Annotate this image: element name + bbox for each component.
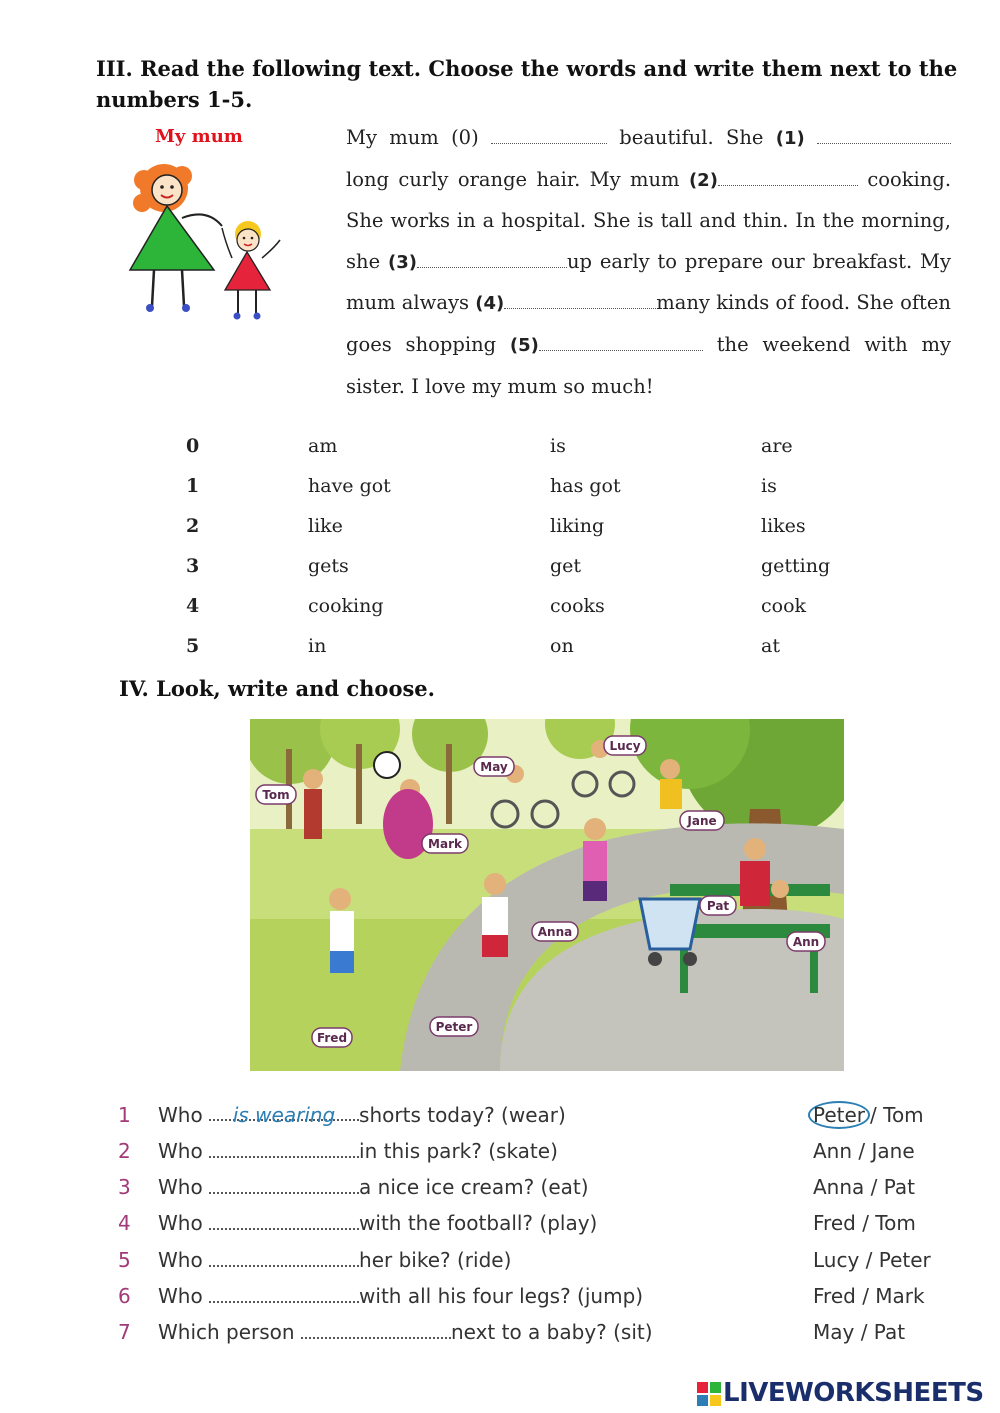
name-tag-text: Tom (262, 788, 290, 802)
answer-field[interactable] (209, 1140, 359, 1158)
question-suffix: with the football? (play) (359, 1211, 598, 1235)
name-tag (787, 932, 825, 951)
question-prefix: Who (158, 1284, 203, 1308)
option-c[interactable]: getting (761, 555, 831, 577)
option-row (186, 635, 946, 665)
question-suffix: a nice ice cream? (eat) (359, 1175, 589, 1199)
blank-number: (4) (475, 293, 505, 315)
blank-1[interactable] (817, 125, 951, 144)
mum-and-child-drawing (122, 158, 292, 323)
question-number: 1 (118, 1103, 131, 1127)
option-a[interactable]: am (308, 435, 338, 457)
name-tag-text: Pat (706, 899, 730, 913)
name-tag-text: May (480, 760, 508, 774)
question-text (158, 1103, 566, 1127)
question-prefix: Who (158, 1103, 203, 1127)
text-segment: cooking. She works in a hospital. She is tall and thin. In the morning, she (346, 167, 952, 273)
question-text (158, 1284, 643, 1308)
question-suffix: in this park? (skate) (359, 1139, 558, 1163)
question-number: 3 (118, 1175, 131, 1199)
answer-field[interactable] (209, 1212, 359, 1230)
section-4-heading: IV. Look, write and choose. (119, 676, 435, 701)
option-c[interactable]: cook (761, 595, 807, 617)
choice-options[interactable]: May / Pat (813, 1320, 906, 1344)
option-b[interactable]: on (550, 635, 574, 657)
question-prefix: Which person (158, 1320, 295, 1344)
picture-caption: My mum (155, 126, 243, 147)
option-b[interactable]: get (550, 555, 582, 577)
question-prefix: Who (158, 1175, 203, 1199)
option-number: 1 (186, 475, 200, 497)
question-row (118, 1320, 948, 1354)
option-number: 4 (186, 595, 200, 617)
question-suffix: her bike? (ride) (359, 1248, 512, 1272)
logo-text: LIVEWORKSHEETS (723, 1378, 984, 1408)
blank-number: (3) (387, 251, 417, 273)
question-prefix: Who (158, 1248, 203, 1272)
name-tag-text: Lucy (609, 739, 641, 753)
name-tag (422, 834, 468, 853)
name-tag-text: Anna (537, 925, 573, 939)
option-c[interactable]: are (761, 435, 793, 457)
question-text (158, 1211, 597, 1235)
question-row (118, 1175, 948, 1209)
question-suffix: shorts today? (wear) (359, 1103, 566, 1127)
name-tag (256, 785, 296, 804)
option-b[interactable]: liking (550, 515, 605, 537)
question-text (158, 1248, 511, 1272)
section-3-heading: III. Read the following text. Choose the words and write them next to the numbers 1-5. (96, 56, 958, 112)
option-row (186, 515, 946, 545)
blank-5[interactable] (539, 332, 703, 351)
selected-choice[interactable]: Peter (808, 1101, 870, 1129)
blank-number: (5) (509, 334, 539, 356)
filled-answer: is wearing (232, 1103, 336, 1127)
choice-options[interactable]: Ann / Jane (813, 1139, 915, 1163)
question-suffix: next to a baby? (sit) (450, 1320, 653, 1344)
question-number: 7 (118, 1320, 131, 1344)
answer-field[interactable] (209, 1285, 359, 1303)
question-text (158, 1175, 589, 1199)
text-segment: up early to prepare our breakfast. My mum always (346, 249, 952, 315)
option-row (186, 555, 946, 585)
logo-icon (697, 1382, 721, 1406)
answer-field[interactable] (301, 1321, 451, 1339)
name-tag (430, 1017, 478, 1036)
option-b[interactable]: is (550, 435, 566, 457)
option-b[interactable]: has got (550, 475, 621, 497)
option-row (186, 435, 946, 465)
option-b[interactable]: cooks (550, 595, 605, 617)
option-c[interactable]: at (761, 635, 780, 657)
blank-0[interactable] (491, 125, 607, 144)
text-segment: My mum (0) (346, 126, 479, 149)
answer-field[interactable] (209, 1249, 359, 1267)
option-c[interactable]: is (761, 475, 777, 497)
name-tag-text: Fred (316, 1031, 348, 1045)
option-a[interactable]: gets (308, 555, 349, 577)
name-tag (604, 736, 646, 755)
text-segment: long curly orange hair. My mum (346, 167, 680, 191)
option-a[interactable]: have got (308, 475, 391, 497)
option-number: 3 (186, 555, 200, 577)
option-number: 0 (186, 435, 200, 457)
choice-options[interactable]: Fred / Mark (813, 1284, 925, 1308)
question-row (118, 1284, 948, 1318)
blank-4[interactable] (504, 290, 656, 309)
answer-field[interactable] (209, 1176, 359, 1194)
question-text (158, 1320, 653, 1344)
choice-options[interactable]: Fred / Tom (813, 1211, 916, 1235)
question-text (158, 1139, 558, 1163)
text-segment: beautiful. She (619, 126, 764, 149)
name-tag-text: Ann (792, 935, 820, 949)
blank-number: (1) (775, 128, 805, 149)
question-row (118, 1139, 948, 1173)
name-tag (532, 922, 578, 941)
choice-options (813, 1103, 924, 1127)
option-a[interactable]: like (308, 515, 343, 537)
option-a[interactable]: in (308, 635, 327, 657)
option-number: 5 (186, 635, 200, 657)
name-tag-text: Mark (428, 837, 462, 851)
option-number: 2 (186, 515, 200, 537)
option-a[interactable]: cooking (308, 595, 384, 617)
text-segment: many kinds of food. She often goes shopping (346, 291, 951, 356)
option-row (186, 595, 946, 625)
choice-options[interactable]: Lucy / Peter (813, 1248, 931, 1272)
name-tag (474, 757, 514, 776)
question-number: 4 (118, 1211, 131, 1235)
name-tag (312, 1028, 352, 1047)
question-suffix: with all his four legs? (jump) (359, 1284, 644, 1308)
name-tag (700, 896, 736, 915)
blank-3[interactable] (417, 249, 567, 268)
option-c[interactable]: likes (761, 515, 806, 537)
question-number: 6 (118, 1284, 131, 1308)
question-row (118, 1211, 948, 1245)
name-tag-text: Peter (435, 1020, 473, 1034)
blank-number: (2) (688, 169, 718, 191)
park-scene-illustration (250, 719, 844, 1071)
question-row (118, 1248, 948, 1282)
option-row (186, 475, 946, 505)
name-tag-text: Jane (687, 814, 717, 828)
liveworksheets-logo (697, 1378, 984, 1408)
blank-2[interactable] (718, 167, 858, 186)
question-number: 5 (118, 1248, 131, 1272)
text-segment: the weekend with my sister. I love my mum so much! (346, 332, 951, 398)
question-number: 2 (118, 1139, 131, 1163)
name-tag (680, 811, 724, 830)
question-prefix: Who (158, 1211, 203, 1235)
question-prefix: Who (158, 1139, 203, 1163)
answer-field[interactable] (209, 1103, 359, 1127)
question-row (118, 1103, 948, 1137)
reading-text (346, 118, 951, 407)
choice-text[interactable]: / Tom (870, 1103, 924, 1127)
choice-options[interactable]: Anna / Pat (813, 1175, 916, 1199)
